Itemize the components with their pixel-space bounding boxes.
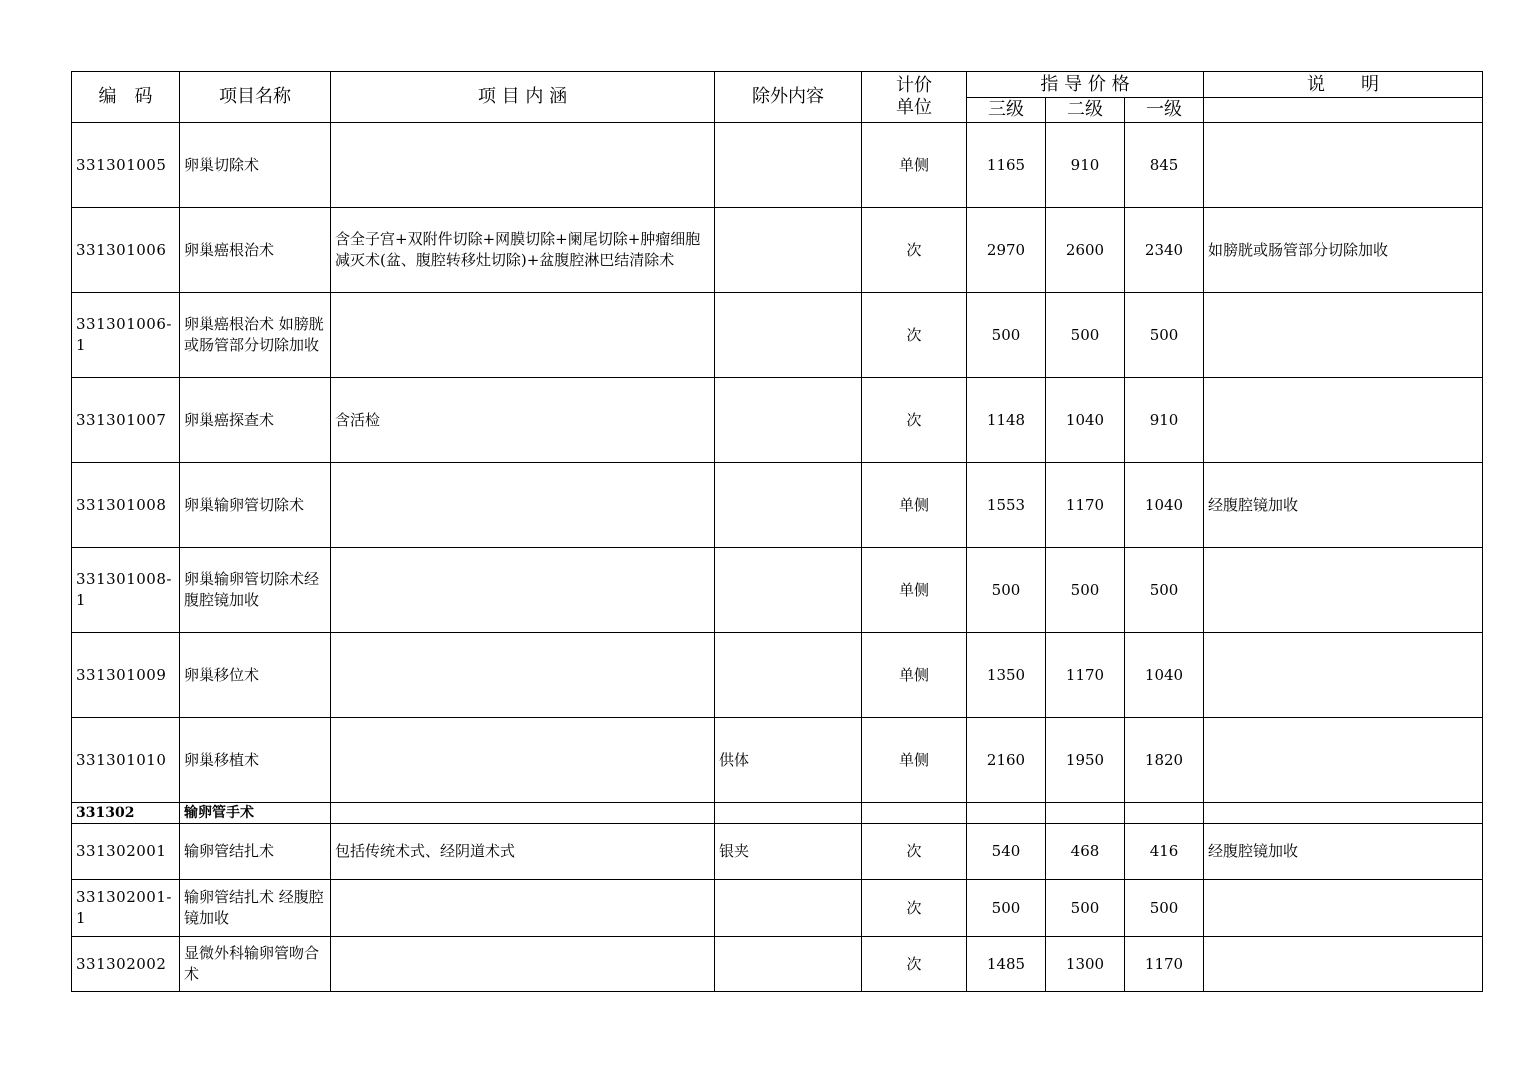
table-row [72,718,1483,803]
unit-cell: 单侧 [862,123,967,208]
section-empty-cell [862,803,967,824]
content-cell: 含全子宫+双附件切除+网膜切除+阑尾切除+肿瘤细胞减灭术(盆、腹腔转移灶切除)+盆腹腔淋巴结清除术 [331,208,715,293]
price-level3-cell: 2970 [967,208,1046,293]
excluded-cell [715,880,862,937]
note-cell [1204,548,1483,633]
price-level2-cell: 1950 [1046,718,1125,803]
header-name: 项目名称 [180,72,331,123]
section-empty-cell [1125,803,1204,824]
table-row [72,463,1483,548]
name-cell: 卵巢切除术 [180,123,331,208]
code-cell: 331301006-1 [72,293,180,378]
excluded-cell [715,123,862,208]
content-cell [331,463,715,548]
note-cell [1204,293,1483,378]
excluded-cell [715,937,862,992]
table-row [72,548,1483,633]
code-cell: 331301005 [72,123,180,208]
content-cell [331,548,715,633]
price-level3-cell: 500 [967,548,1046,633]
price-level1-cell: 500 [1125,548,1204,633]
section-empty-cell [1204,803,1483,824]
excluded-cell [715,208,862,293]
excluded-cell: 银夹 [715,824,862,880]
price-level2-cell: 1300 [1046,937,1125,992]
name-cell: 卵巢输卵管切除术经腹腔镜加收 [180,548,331,633]
note-cell [1204,880,1483,937]
name-cell: 卵巢移位术 [180,633,331,718]
content-cell [331,123,715,208]
name-cell: 卵巢癌探查术 [180,378,331,463]
note-cell [1204,937,1483,992]
price-level2-cell: 500 [1046,880,1125,937]
section-empty-cell [967,803,1046,824]
unit-cell: 次 [862,880,967,937]
excluded-cell [715,633,862,718]
content-cell [331,633,715,718]
header-level1: 一级 [1125,98,1204,123]
price-level2-cell: 500 [1046,293,1125,378]
section-empty-cell [715,803,862,824]
note-cell: 如膀胱或肠管部分切除加收 [1204,208,1483,293]
note-cell [1204,633,1483,718]
content-cell [331,293,715,378]
note-cell [1204,718,1483,803]
content-cell: 包括传统术式、经阴道术式 [331,824,715,880]
price-level3-cell: 1350 [967,633,1046,718]
table-row [72,378,1483,463]
content-cell [331,880,715,937]
header-code: 编 码 [72,72,180,123]
table-row [72,633,1483,718]
unit-cell: 单侧 [862,633,967,718]
code-cell: 331301006 [72,208,180,293]
code-cell: 331301008-1 [72,548,180,633]
price-level1-cell: 2340 [1125,208,1204,293]
unit-cell: 单侧 [862,463,967,548]
price-level1-cell: 845 [1125,123,1204,208]
price-level2-cell: 500 [1046,548,1125,633]
unit-cell: 单侧 [862,718,967,803]
header-content: 项 目 内 涵 [331,72,715,123]
content-cell: 含活检 [331,378,715,463]
code-cell: 331302001 [72,824,180,880]
price-level1-cell: 910 [1125,378,1204,463]
price-level3-cell: 540 [967,824,1046,880]
code-cell: 331301009 [72,633,180,718]
table-row [72,123,1483,208]
content-cell [331,937,715,992]
price-level1-cell: 500 [1125,293,1204,378]
note-cell [1204,378,1483,463]
price-level3-cell: 1485 [967,937,1046,992]
code-cell: 331302002 [72,937,180,992]
excluded-cell [715,293,862,378]
header-unit: 计价 单位 [862,72,967,123]
section-row [72,803,1483,824]
price-level3-cell: 2160 [967,718,1046,803]
price-level3-cell: 1165 [967,123,1046,208]
header-level2: 二级 [1046,98,1125,123]
price-level1-cell: 1040 [1125,633,1204,718]
excluded-cell [715,378,862,463]
excluded-cell: 供体 [715,718,862,803]
code-cell: 331301007 [72,378,180,463]
name-cell: 卵巢输卵管切除术 [180,463,331,548]
header-price-group: 指 导 价 格 [967,72,1204,98]
section-empty-cell [1046,803,1125,824]
name-cell: 卵巢移植术 [180,718,331,803]
price-level1-cell: 500 [1125,880,1204,937]
name-cell: 输卵管结扎术 [180,824,331,880]
section-empty-cell [331,803,715,824]
name-cell: 卵巢癌根治术 如膀胱或肠管部分切除加收 [180,293,331,378]
price-level3-cell: 1148 [967,378,1046,463]
table-row [72,937,1483,992]
header-level3: 三级 [967,98,1046,123]
table-row [72,880,1483,937]
unit-cell: 次 [862,378,967,463]
unit-cell: 次 [862,937,967,992]
price-level1-cell: 1820 [1125,718,1204,803]
name-cell: 卵巢癌根治术 [180,208,331,293]
price-level2-cell: 468 [1046,824,1125,880]
table-row [72,824,1483,880]
price-level2-cell: 910 [1046,123,1125,208]
price-level1-cell: 1170 [1125,937,1204,992]
name-cell: 显微外科输卵管吻合术 [180,937,331,992]
table-row [72,293,1483,378]
note-cell: 经腹腔镜加收 [1204,463,1483,548]
price-level2-cell: 1170 [1046,463,1125,548]
price-level2-cell: 1040 [1046,378,1125,463]
unit-cell: 次 [862,293,967,378]
excluded-cell [715,463,862,548]
header-excluded: 除外内容 [715,72,862,123]
header-note: 说 明 [1204,72,1483,98]
unit-cell: 次 [862,208,967,293]
content-cell [331,718,715,803]
section-name: 输卵管手术 [180,803,331,824]
code-cell: 331301008 [72,463,180,548]
section-code: 331302 [72,803,180,824]
price-level1-cell: 416 [1125,824,1204,880]
price-level3-cell: 1553 [967,463,1046,548]
price-table [71,71,1483,992]
excluded-cell [715,548,862,633]
price-level3-cell: 500 [967,880,1046,937]
name-cell: 输卵管结扎术 经腹腔镜加收 [180,880,331,937]
price-level1-cell: 1040 [1125,463,1204,548]
price-level3-cell: 500 [967,293,1046,378]
table-row [72,208,1483,293]
price-level2-cell: 2600 [1046,208,1125,293]
header-note-blank [1204,98,1483,123]
unit-cell: 单侧 [862,548,967,633]
price-level2-cell: 1170 [1046,633,1125,718]
code-cell: 331301010 [72,718,180,803]
code-cell: 331302001-1 [72,880,180,937]
note-cell [1204,123,1483,208]
unit-cell: 次 [862,824,967,880]
note-cell: 经腹腔镜加收 [1204,824,1483,880]
